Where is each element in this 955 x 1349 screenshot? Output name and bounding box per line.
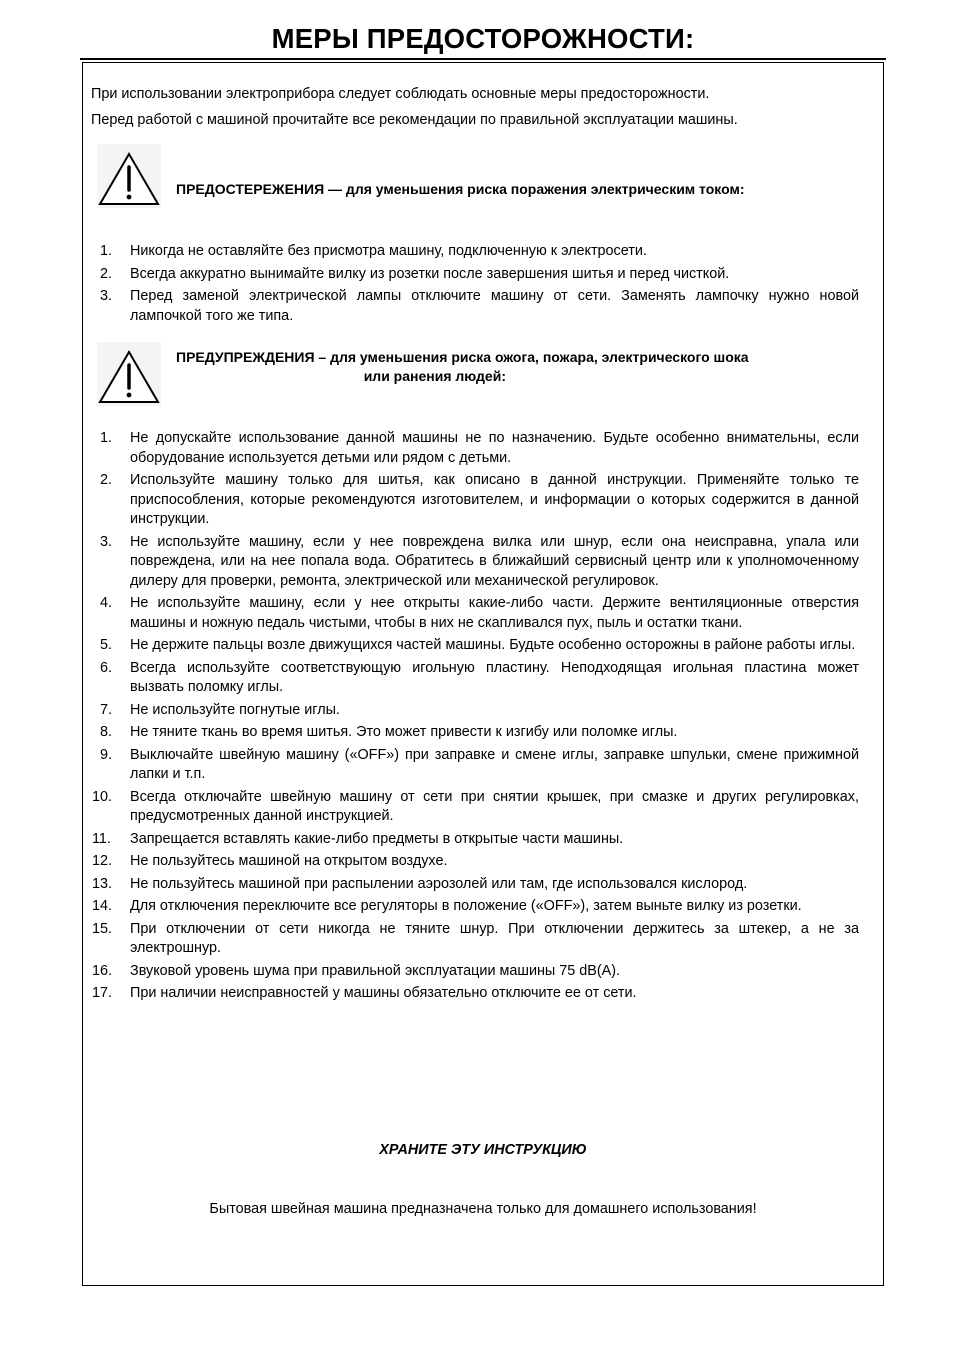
list-item: [92, 962, 859, 982]
page-title: МЕРЫ ПРЕДОСТОРОЖНОСТИ:: [271, 23, 695, 54]
list-item: [92, 533, 859, 592]
list-item-number: 10.: [92, 788, 113, 805]
list-item-number: 16.: [92, 962, 113, 979]
list-item-text: Всегда используйте соответствующую игольную пластину. Неподходящая игольная пластина может вызвать поломку иглы.: [130, 659, 859, 695]
list-item: [92, 875, 859, 895]
list-item-text: Используйте машину только для шитья, как описано в данной инструкции. Применяйте только те приспособления, которые рекомендуются изготовителем, и информации о которых содержится в данной инструкции.: [130, 472, 859, 527]
warning-triangle-icon: [97, 342, 161, 406]
list-item-text: Не пользуйтесь машиной на открытом воздухе.: [130, 853, 448, 869]
list-item-text: Не держите пальцы возле движущихся частей машины. Будьте особенно осторожны в районе работы иглы.: [130, 637, 856, 653]
list-item-number: 6.: [100, 659, 113, 676]
list-item: [92, 723, 859, 743]
household-use-note: Бытовая швейная машина предназначена только для домашнего использования!: [209, 1201, 757, 1217]
list-item-text: Не используйте машину, если у нее открыты какие-либо части. Держите вентиляционные отверстия машины и ножную педаль чистыми, чтобы в них не скапливался пух, пыль и остатки ткани.: [130, 595, 859, 631]
list-item: [92, 852, 859, 872]
list-item: [92, 701, 859, 721]
list-item: [92, 920, 859, 959]
warning-triangle-icon: [97, 144, 161, 208]
list-item-text: Не используйте погнутые иглы.: [130, 701, 340, 718]
list-item: [92, 471, 859, 530]
list-item-text: При отключении от сети никогда не тяните шнур. При отключении держитесь за штекер, а не за электрошнур.: [130, 920, 859, 956]
save-instructions-note: ХРАНИТЕ ЭТУ ИНСТРУКЦИЮ: [379, 1142, 587, 1158]
list-item-number: 11.: [92, 830, 111, 847]
list-item-number: 15.: [92, 920, 113, 937]
list-item-number: 3.: [100, 288, 113, 304]
list-item-number: 3.: [100, 533, 113, 550]
list-item-number: 17.: [92, 985, 113, 1001]
intro-line-1: При использовании электроприбора следует соблюдать основные меры предосторожности.: [91, 86, 710, 102]
list-item-text: Всегда аккуратно вынимайте вилку из розетки после завершения шитья и перед чисткой.: [130, 265, 730, 282]
list-item-number: 7.: [100, 701, 113, 718]
list-item: [92, 788, 859, 827]
list-item-text: Запрещается вставлять какие-либо предметы в открытые части машины.: [130, 830, 624, 847]
list-item-text: Не тяните ткань во время шитья. Это может привести к изгибу или поломке иглы.: [130, 724, 678, 740]
warning-heading-line-1: ПРЕДУПРЕЖДЕНИЯ – для уменьшения риска ожога, пожара, электрического шока: [176, 349, 749, 365]
list-item: [92, 897, 859, 917]
list-item: [92, 636, 859, 656]
warning-heading-line-2: или ранения людей:: [363, 368, 506, 384]
list-item: [92, 984, 859, 1004]
list-item: [92, 265, 859, 285]
title-underline: [80, 58, 886, 60]
list-item-text: Никогда не оставляйте без присмотра машину, подключенную к электросети.: [130, 243, 647, 259]
list-item-number: 12.: [92, 853, 113, 869]
list-item-text: Не пользуйтесь машиной при распылении аэрозолей или там, где использовался кислород.: [130, 875, 748, 892]
list-item: [92, 242, 859, 262]
list-item-text: При наличии неисправностей у машины обязательно отключите ее от сети.: [130, 985, 637, 1001]
intro-line-2: Перед работой с машиной прочитайте все рекомендации по правильной эксплуатации машины.: [91, 112, 738, 128]
list-item-number: 4.: [100, 595, 113, 611]
list-item-text: Перед заменой электрической лампы отключите машину от сети. Заменять лампочку нужно новой лампочкой того же типа.: [130, 288, 859, 324]
list-item-number: 1.: [100, 243, 113, 259]
list-item-number: 1.: [100, 430, 113, 446]
list-item-text: Для отключения переключите все регуляторы в положение («OFF»), затем выньте вилку из розетки.: [130, 898, 802, 914]
list-item-number: 14.: [92, 898, 113, 914]
list-item-number: 8.: [100, 724, 113, 740]
list-item: [92, 659, 859, 698]
list-item-text: Не допускайте использование данной машины не по назначению. Будьте особенно внимательны, если оборудование используется детьми или рядом с детьми.: [130, 430, 859, 466]
list-item-number: 2.: [100, 265, 113, 282]
list-item-number: 5.: [100, 637, 113, 653]
list-item-number: 9.: [100, 746, 113, 763]
list-item: [92, 429, 859, 468]
list-item-text: Всегда отключайте швейную машину от сети при снятии крышек, при смазке и других регулировках, предусмотренных данной инструкцией.: [130, 788, 859, 824]
list-item-text: Не используйте машину, если у нее повреждена вилка или шнур, если она неисправна, упала или повреждена, или на нее попала вода. Обратитесь в ближайший сервисный центр или к уполномоченному дилеру для проверки, ремонта, электрической или механической регулировок.: [130, 533, 859, 589]
list-item: [92, 830, 859, 850]
warning-list: [92, 429, 859, 1007]
caution-heading: ПРЕДОСТЕРЕЖЕНИЯ — для уменьшения риска поражения электрическим током:: [176, 181, 745, 197]
list-item-text: Выключайте швейную машину («OFF») при заправке и смене иглы, заправке шпульки, смене прижимной лапки и т.п.: [130, 746, 859, 782]
list-item-number: 13.: [92, 875, 113, 892]
list-item-number: 2.: [100, 472, 113, 488]
list-item: [92, 287, 859, 326]
list-item-text: Звуковой уровень шума при правильной эксплуатации машины 75 dB(A).: [130, 962, 621, 979]
caution-list: [92, 242, 859, 329]
list-item: [92, 746, 859, 785]
list-item: [92, 594, 859, 633]
